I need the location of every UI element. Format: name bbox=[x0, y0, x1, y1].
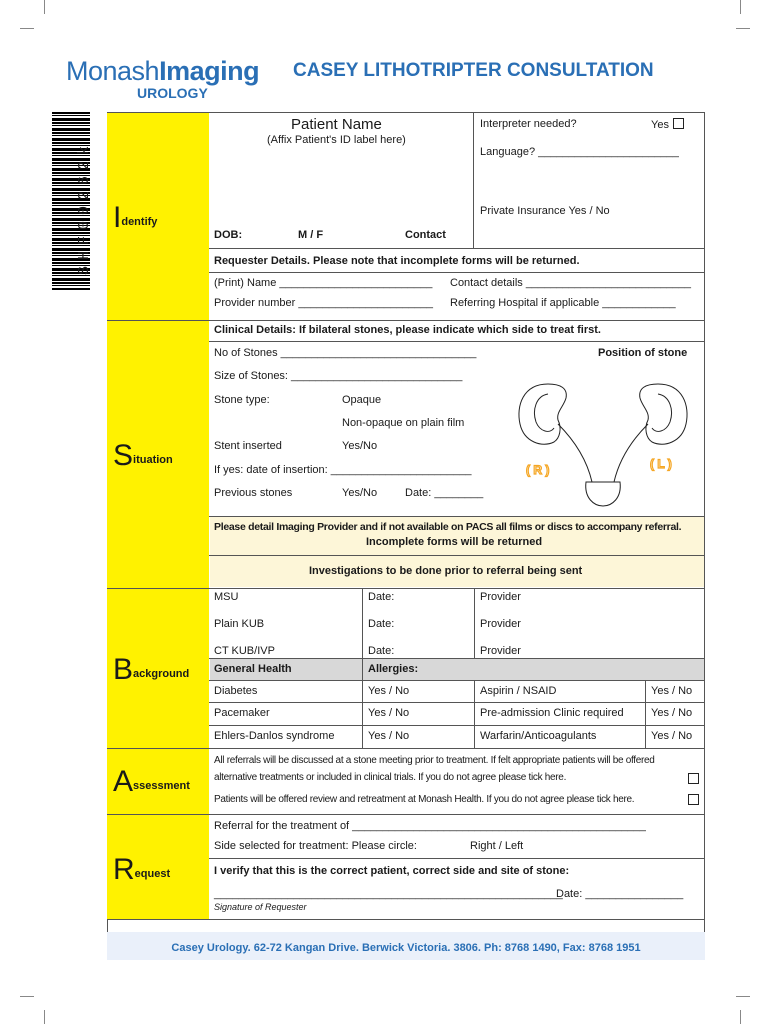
divider bbox=[107, 588, 705, 589]
stent-label: Stent inserted bbox=[214, 440, 282, 452]
language-field[interactable]: Language? _______________________ bbox=[480, 146, 679, 158]
assessment-line1: All referrals will be discussed at a stone meeting prior to treatment. If felt appropriate patients will be offered bbox=[214, 755, 655, 766]
contact-label: Contact bbox=[405, 229, 446, 241]
signature-label: Signature of Requester bbox=[214, 902, 307, 912]
requester-heading: Requester Details. Please note that incomplete forms will be returned. bbox=[214, 255, 580, 267]
divider bbox=[474, 588, 475, 658]
interpreter-yes[interactable]: Yes bbox=[651, 118, 684, 131]
imaging-note-line1: Please detail Imaging Provider and if not available on PACS all films or discs to accompany referral. bbox=[214, 521, 682, 533]
divider bbox=[209, 858, 705, 859]
divider bbox=[107, 919, 705, 920]
condition-label: Pacemaker bbox=[214, 707, 270, 719]
divider bbox=[362, 658, 363, 680]
previous-date-field[interactable]: Date: ________ bbox=[405, 487, 484, 499]
condition-label: Ehlers-Danlos syndrome bbox=[214, 730, 335, 742]
checkbox[interactable] bbox=[673, 118, 684, 129]
print-name-field[interactable]: (Print) Name _________________________ bbox=[214, 277, 433, 289]
section-background: Background bbox=[107, 588, 209, 748]
divider bbox=[209, 248, 705, 249]
alt-treatment-checkbox[interactable] bbox=[688, 773, 699, 784]
referral-treatment-field[interactable]: Referral for the treatment of ________________________________________________ bbox=[214, 820, 646, 832]
item-label: Warfarin/Anticoagulants bbox=[480, 730, 597, 742]
allergies-label: Allergies: bbox=[368, 663, 419, 675]
previous-yes-no[interactable]: Yes/No bbox=[342, 487, 378, 499]
referring-hospital-field[interactable]: Referring Hospital if applicable ____________ bbox=[450, 297, 676, 309]
stent-date-field[interactable]: If yes: date of insertion: _______________________ bbox=[214, 464, 472, 476]
dob-label: DOB: bbox=[214, 229, 243, 241]
divider bbox=[209, 725, 705, 726]
divider bbox=[209, 272, 705, 273]
barcode-text: SHF00262k bbox=[76, 139, 93, 275]
crop-mark bbox=[736, 28, 750, 29]
signature-line[interactable]: _________________________________________________________ bbox=[214, 888, 563, 900]
divider bbox=[209, 341, 705, 342]
crop-mark bbox=[740, 1010, 741, 1024]
no-stones-field[interactable]: No of Stones ________________________________ bbox=[214, 347, 477, 359]
inv-provider[interactable]: Provider bbox=[480, 645, 521, 657]
kidney-diagram[interactable] bbox=[508, 376, 698, 516]
section-assessment: Assessment bbox=[107, 748, 209, 814]
signature-date-field[interactable]: Date: ________________ bbox=[556, 888, 684, 900]
non-opaque-option[interactable]: Non-opaque on plain film bbox=[342, 417, 465, 429]
patient-name-label: Patient Name bbox=[291, 116, 382, 133]
item-label: Aspirin / NSAID bbox=[480, 685, 557, 697]
side-selected-label: Side selected for treatment: Please circle: bbox=[214, 840, 417, 852]
urology-subtitle: UROLOGY bbox=[137, 85, 208, 101]
assessment-line3: Patients will be offered review and retreatment at Monash Health. If you do not agree please tick here. bbox=[214, 794, 635, 805]
item-yes-no[interactable]: Yes / No bbox=[651, 707, 693, 719]
condition-label: Diabetes bbox=[214, 685, 258, 697]
inv-name: MSU bbox=[214, 591, 239, 603]
inv-name: CT KUB/IVP bbox=[214, 645, 275, 657]
inv-date[interactable]: Date: bbox=[368, 618, 395, 630]
review-checkbox[interactable] bbox=[688, 794, 699, 805]
crop-mark bbox=[740, 0, 741, 14]
document-title: CASEY LITHOTRIPTER CONSULTATION bbox=[293, 60, 654, 81]
size-stones-field[interactable]: Size of Stones: ____________________________ bbox=[214, 370, 463, 382]
inv-date[interactable]: Date: bbox=[368, 591, 395, 603]
divider bbox=[107, 814, 705, 815]
provider-number-field[interactable]: Provider number ______________________ bbox=[214, 297, 433, 309]
condition-yes-no[interactable]: Yes / No bbox=[368, 685, 410, 697]
monash-imaging-logo: MonashImaging bbox=[66, 56, 260, 86]
section-situation: Situation bbox=[107, 320, 209, 588]
stent-yes-no[interactable]: Yes/No bbox=[342, 440, 378, 452]
sex-label: M / F bbox=[298, 229, 324, 241]
divider bbox=[107, 748, 705, 749]
crop-mark bbox=[20, 28, 34, 29]
inv-name: Plain KUB bbox=[214, 618, 265, 630]
general-health-label: General Health bbox=[214, 663, 292, 675]
footer-address: Casey Urology. 62-72 Kangan Drive. Berwick Victoria. 3806. Ph: 8768 1490, Fax: 8768 1951 bbox=[107, 932, 705, 960]
investigations-heading: Investigations to be done prior to referral being sent bbox=[309, 565, 583, 577]
divider bbox=[209, 702, 705, 703]
imaging-note-line2: Incomplete forms will be returned bbox=[366, 536, 543, 548]
item-yes-no[interactable]: Yes / No bbox=[651, 730, 693, 742]
inv-provider[interactable]: Provider bbox=[480, 618, 521, 630]
previous-stones-label: Previous stones bbox=[214, 487, 293, 499]
crop-mark bbox=[44, 0, 45, 14]
private-insurance[interactable]: Private Insurance Yes / No bbox=[480, 205, 610, 217]
position-of-stone-label: Position of stone bbox=[598, 347, 688, 359]
left-kidney-label: ( L ) bbox=[650, 457, 672, 471]
divider bbox=[107, 320, 705, 321]
divider bbox=[209, 658, 705, 659]
section-identify: Identify bbox=[107, 112, 209, 320]
divider bbox=[645, 680, 646, 748]
interpreter-label: Interpreter needed? bbox=[480, 118, 577, 130]
divider bbox=[209, 680, 705, 681]
right-left-circle[interactable]: Right / Left bbox=[470, 840, 524, 852]
condition-yes-no[interactable]: Yes / No bbox=[368, 707, 410, 719]
inv-provider[interactable]: Provider bbox=[480, 591, 521, 603]
inv-date[interactable]: Date: bbox=[368, 645, 395, 657]
crop-mark bbox=[44, 1010, 45, 1024]
clinical-heading: Clinical Details: If bilateral stones, please indicate which side to treat first. bbox=[214, 324, 601, 336]
affix-label: (Affix Patient's ID label here) bbox=[267, 134, 406, 146]
crop-mark bbox=[736, 996, 750, 997]
divider bbox=[473, 112, 474, 248]
item-yes-no[interactable]: Yes / No bbox=[651, 685, 693, 697]
crop-mark bbox=[20, 996, 34, 997]
contact-details-field[interactable]: Contact details ___________________________ bbox=[450, 277, 691, 289]
item-label: Pre-admission Clinic required bbox=[480, 707, 624, 719]
stone-type-label: Stone type: bbox=[214, 394, 270, 406]
condition-yes-no[interactable]: Yes / No bbox=[368, 730, 410, 742]
section-request: Request bbox=[107, 814, 209, 919]
assessment-line2: alternative treatments or included in clinical trials. If you do not agree please tick here. bbox=[214, 772, 567, 783]
opaque-option[interactable]: Opaque bbox=[342, 394, 382, 406]
verify-statement: I verify that this is the correct patient, correct side and site of stone: bbox=[214, 865, 570, 877]
divider bbox=[474, 680, 475, 748]
right-kidney-label: ( R ) bbox=[526, 463, 550, 477]
